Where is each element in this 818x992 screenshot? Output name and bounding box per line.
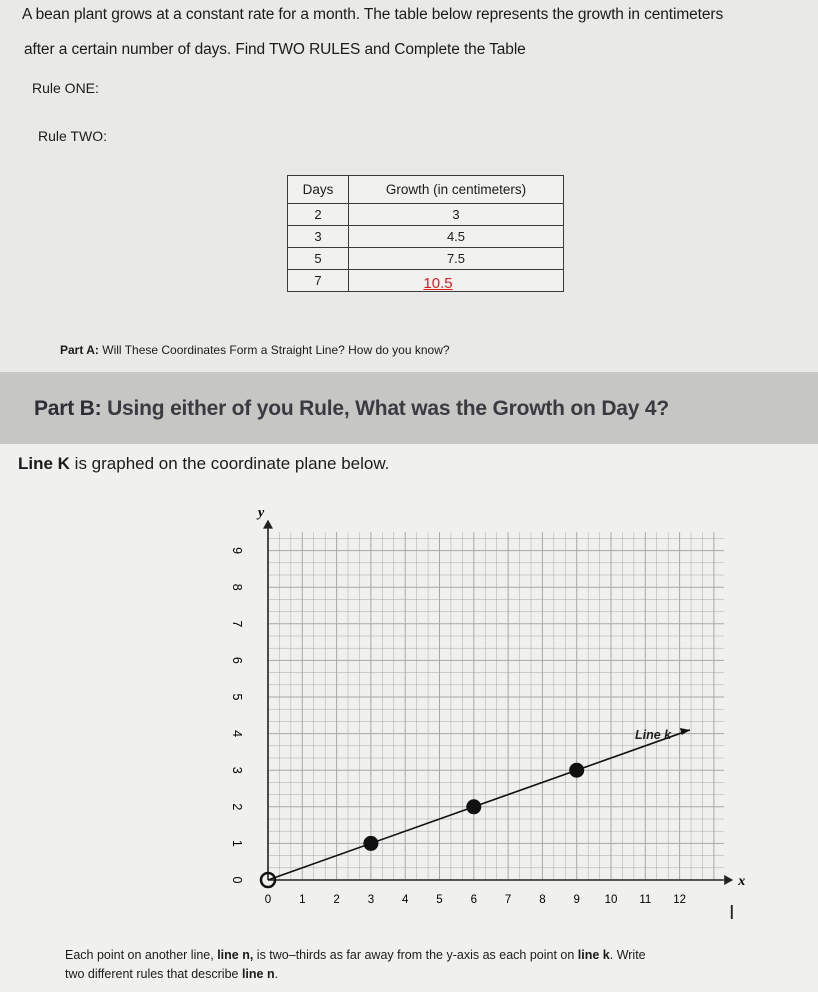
- table-row: [288, 248, 564, 270]
- x-tick-label: 1: [299, 894, 306, 906]
- line-n-ref: line n,: [217, 948, 254, 962]
- x-tick-label: 2: [333, 894, 340, 906]
- x-tick-label: 9: [573, 894, 580, 906]
- graph-intro-bold: Line K: [18, 454, 70, 473]
- handwritten-answer: 10.5: [423, 275, 453, 292]
- x-tick-label: 5: [436, 894, 443, 906]
- x-axis-arrow-icon: [724, 875, 733, 885]
- y-tick-label: 8: [230, 583, 244, 591]
- y-tick-label: 1: [230, 839, 244, 847]
- part-a-question: [60, 343, 450, 357]
- x-tick-label: 12: [673, 894, 686, 906]
- bottom-instruction-line-1: [65, 948, 646, 962]
- y-axis-arrow-icon: [263, 520, 273, 529]
- x-tick-label: 7: [504, 894, 512, 906]
- y-tick-label: 2: [230, 803, 244, 811]
- text-span: Each point on another line,: [65, 948, 218, 962]
- part-a-label: Part A:: [60, 343, 99, 357]
- data-point: [467, 800, 481, 814]
- table-row: [288, 226, 564, 248]
- part-b-label: Part B:: [34, 397, 102, 420]
- table-cell-growth: 3: [349, 204, 564, 226]
- y-tick-label: 0: [230, 876, 244, 884]
- line-k-ref: line k: [577, 948, 610, 962]
- line-n-ref: line n: [241, 967, 275, 981]
- rule-one-label: Rule ONE:: [32, 80, 99, 96]
- table-cell-growth: [349, 270, 564, 292]
- x-tick-label: 3: [367, 894, 375, 906]
- text-span: . Write: [609, 948, 646, 962]
- x-tick-label: 11: [639, 894, 652, 906]
- x-tick-label: 8: [539, 894, 546, 906]
- text-span: is two–thirds as far away from the y-axis as each point on: [253, 948, 578, 962]
- table-header-row: [288, 176, 564, 204]
- column-header-days: Days: [288, 176, 349, 204]
- text-span: .: [274, 967, 279, 981]
- table-cell-days: 5: [288, 248, 349, 270]
- rule-two-label: Rule TWO:: [38, 128, 107, 144]
- x-tick-label: 0: [264, 894, 272, 906]
- y-axis-label: y: [258, 505, 265, 521]
- coordinate-plane: [0, 444, 818, 914]
- text-cursor-icon: I: [729, 902, 735, 924]
- text-span: two different rules that describe: [65, 967, 242, 981]
- line-k-label: Line k: [635, 728, 672, 743]
- bottom-instruction-line-2: [65, 967, 278, 981]
- graph-intro-rest: is graphed on the coordinate plane below.: [69, 454, 390, 473]
- x-tick-label: 4: [401, 894, 409, 906]
- y-tick-label: 6: [230, 656, 244, 664]
- y-tick-label: 9: [230, 547, 244, 555]
- table-cell-growth: 4.5: [349, 226, 564, 248]
- y-tick-label: 4: [230, 730, 244, 738]
- intro-text-line-2: after a certain number of days. Find TWO RULES and Complete the Table: [24, 41, 526, 58]
- table-cell-days: 3: [288, 226, 349, 248]
- part-b-question: [34, 397, 669, 421]
- part-b-text: Using either of you Rule, What was the Growth on Day 4?: [107, 397, 669, 420]
- table-cell-days: 2: [288, 204, 349, 226]
- y-tick-label: 5: [230, 693, 244, 701]
- table-row: [288, 270, 564, 292]
- x-tick-label: 6: [470, 894, 478, 906]
- table-row: [288, 204, 564, 226]
- growth-table: [287, 175, 564, 292]
- data-point: [364, 836, 378, 850]
- data-point: [570, 763, 584, 777]
- table-cell-growth: 7.5: [349, 248, 564, 270]
- x-tick-label: 10: [604, 894, 618, 906]
- x-axis-label: x: [738, 874, 746, 889]
- y-tick-label: 3: [230, 766, 244, 774]
- part-a-text: Will These Coordinates Form a Straight Line? How do you know?: [102, 343, 450, 357]
- table-cell-days: 7: [288, 270, 349, 292]
- intro-text-line-1: A bean plant grows at a constant rate for a month. The table below represents the growth in centimeters: [22, 6, 724, 23]
- y-tick-label: 7: [230, 620, 244, 628]
- column-header-growth: Growth (in centimeters): [349, 176, 564, 204]
